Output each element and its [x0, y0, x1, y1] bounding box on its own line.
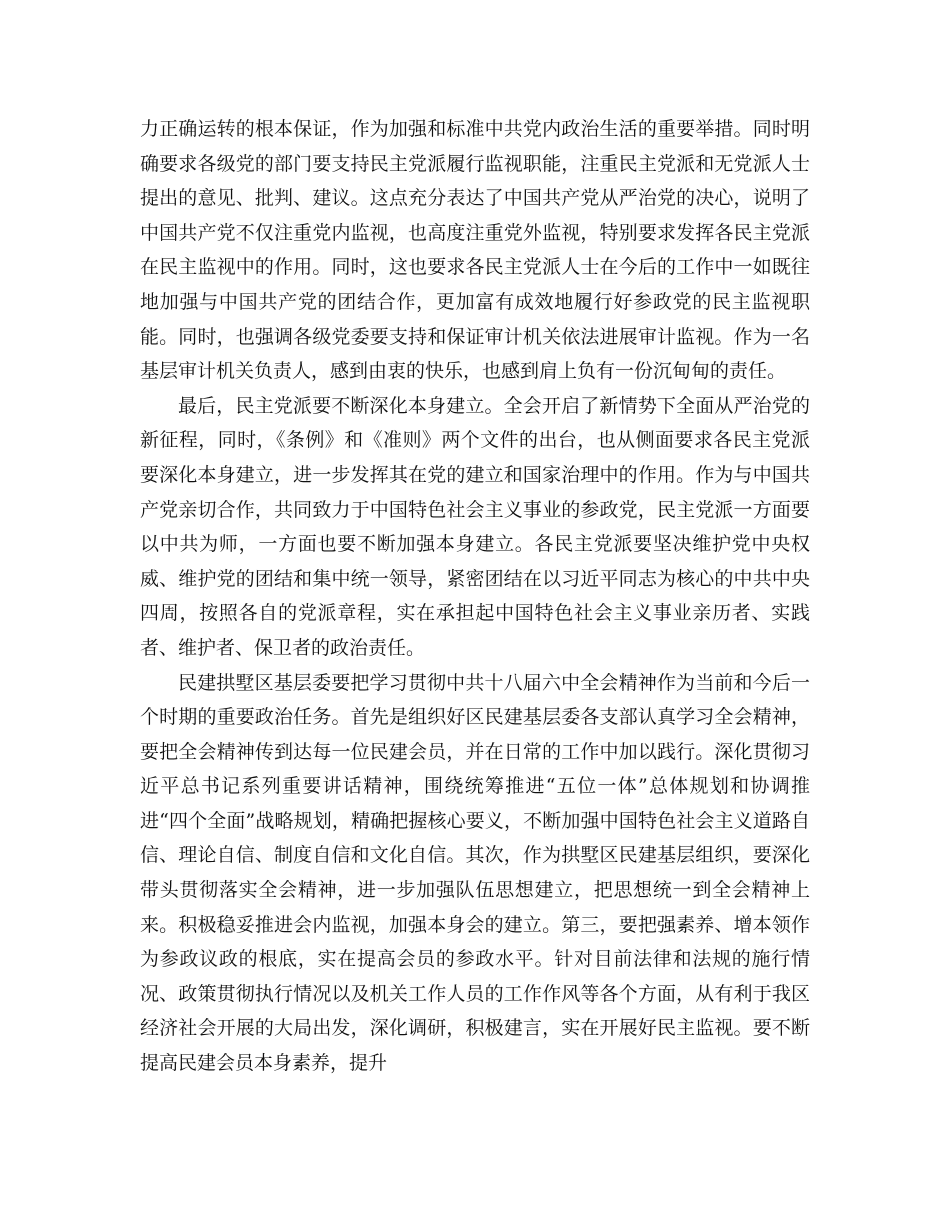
paragraph-1: 力正确运转的根本保证，作为加强和标准中共党内政治生活的重要举措。同时明确要求各级党的部门要支持民主党派履行监视职能，注重民主党派和无党派人士提出的意见、批判、建议。这点充分表达了中国共产党从严治党的决心，说明了中国共产党不仅注重党内监视，也高度注重党外监视，特别要求发挥各民主党派在民主监视中的作用。同时，这也要求各民主党派人士在今后的工作中一如既往地加强与中国共产党的团结合作，更加富有成效地履行好参政党的民主监视职能。同时，也强调各级党委要支持和保证审计机关依法进展审计监视。作为一名基层审计机关负责人，感到由衷的快乐，也感到肩上负有一份沉甸甸的责任。: [140, 118, 810, 383]
paragraph-3: 民建拱墅区基层委要把学习贯彻中共十八届六中全会精神作为当前和今后一个时期的重要政治任务。首先是组织好区民建基层委各支部认真学习全会精神，要把全会精神传到达每一位民建会员，并在日常的工作中加以践行。深化贯彻习近平总书记系列重要讲话精神，围绕统筹推进“五位一体”总体规划和协调推进“四个全面”战略规划，精确把握核心要义，不断加强中国特色社会主义道路自信、理论自信、制度自信和文化自信。其次，作为拱墅区民建基层组织，要深化带头贯彻落实全会精神，进一步加强队伍思想建立，把思想统一到全会精神上来。积极稳妥推进会内监视，加强本身会的建立。第三，要把强素养、增本领作为参政议政的根底，实在提高会员的参政水平。针对目前法律和法规的施行情况、政策贯彻执行情况以及机关工作人员的工作作风等各个方面，从有利于我区经济社会开展的大局出发，深化调研，积极建言，实在开展好民主监视。要不断提高民建会员本身素养，提升: [140, 671, 810, 1075]
paragraph-2: 最后，民主党派要不断深化本身建立。全会开启了新情势下全面从严治党的新征程，同时，《条例》和《准则》两个文件的出台，也从侧面要求各民主党派要深化本身建立，进一步发挥其在党的建立和国家治理中的作用。作为与中国共产党亲切合作，共同致力于中国特色社会主义事业的参政党，民主党派一方面要以中共为师，一方面也要不断加强本身建立。各民主党派要坚决维护党中央权威、维护党的团结和集中统一领导，紧密团结在以习近平同志为核心的中共中央四周，按照各自的党派章程，实在承担起中国特色社会主义事业亲历者、实践者、维护者、保卫者的政治责任。: [140, 394, 810, 659]
document-page: [140, 112, 810, 1081]
